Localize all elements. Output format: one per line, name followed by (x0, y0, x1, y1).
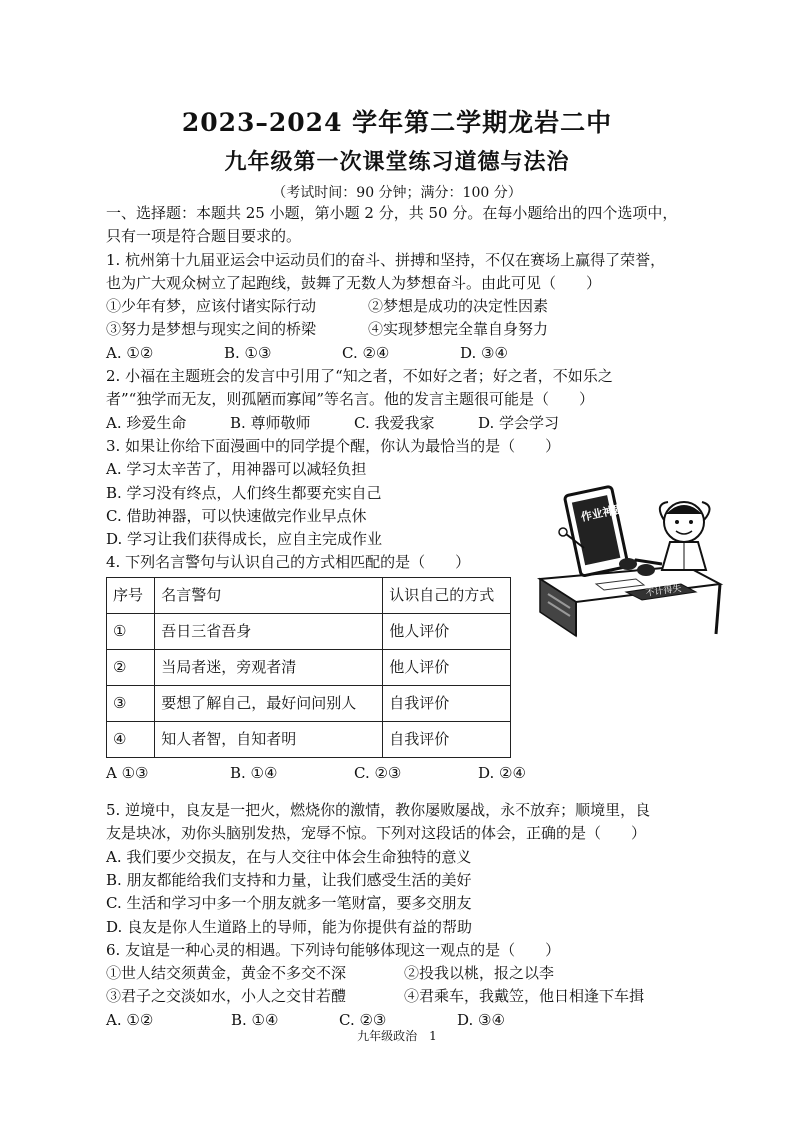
q1-option-b[interactable]: B. ①③ (224, 343, 272, 362)
table-cell-quote: 吾日三省吾身 (155, 613, 383, 649)
q1-items-row2 (106, 318, 721, 341)
page-footer: 九年级政治 1 (357, 1029, 437, 1043)
q4-option-d[interactable]: D. ②④ (478, 763, 526, 782)
table-cell-method: 自我评价 (383, 685, 511, 721)
q1-options (106, 342, 721, 365)
q6-item-3: ③君子之交淡如水，小人之交甘若醴 (106, 987, 347, 1006)
q2-options (106, 412, 721, 435)
q6-item-2: ②投我以桃，报之以李 (404, 964, 555, 983)
q6-items-row2 (106, 985, 721, 1008)
table-cell-index: ② (107, 649, 155, 685)
cartoon-illustration (536, 484, 724, 639)
q2-option-a[interactable]: A. 珍爱生命 (106, 413, 187, 432)
q4-options (106, 762, 721, 785)
q1-option-a[interactable]: A. ①② (106, 343, 154, 362)
q5-option-a[interactable]: A. 我们要少交损友，在与人交往中体会生命独特的意义 (106, 847, 472, 866)
q2-stem: 2. 小福在主题班会的发言中引用了“知之者，不如好之者；好之者，不如乐之 (106, 367, 613, 386)
q2-stem-cont: 者”“独学而无友，则孤陋而寡闻”等名言。他的发言主题很可能是（ ） (106, 390, 595, 409)
q6-stem: 6. 友谊是一种心灵的相遇。下列诗句能够体现这一观点的是（ ） (106, 940, 561, 959)
table-header-row (107, 577, 511, 613)
q6-item-1: ①世人结交须黄金，黄金不多交不深 (106, 964, 347, 983)
table-cell-method: 他人评价 (383, 649, 511, 685)
q2-option-d[interactable]: D. 学会学习 (478, 413, 560, 432)
table-cell-index: ① (107, 613, 155, 649)
table-cell-quote: 要想了解自己，最好问问别人 (155, 685, 383, 721)
q1-item-4: ④实现梦想完全靠自身努力 (368, 320, 549, 339)
table-header-index: 序号 (107, 577, 155, 613)
q1-item-1: ①少年有梦，应该付诸实际行动 (106, 297, 317, 316)
table-row (107, 613, 511, 649)
q5-option-c[interactable]: C. 生活和学习中多一个朋友就多一笔财富，要多交朋友 (106, 894, 472, 913)
q5-stem: 5. 逆境中，良友是一把火，燃烧你的激情，教你屡败屡战，永不放弃；顺境里，良 (106, 801, 651, 820)
exam-info: （考试时间：90 分钟；满分：100 分） (272, 185, 522, 201)
q3-cartoon (536, 484, 724, 639)
q1-stem-cont: 也为广大观众树立了起跑线，鼓舞了无数人为梦想奋斗。由此可见（ ） (106, 273, 602, 292)
table-row (107, 649, 511, 685)
q3-option-a[interactable]: A. 学习太辛苦了，用神器可以减轻负担 (106, 460, 367, 479)
q6-option-a[interactable]: A. ①② (106, 1010, 154, 1029)
book-label: 不计得失 (645, 584, 683, 599)
q4-option-c[interactable]: C. ②③ (354, 763, 402, 782)
q4-table (106, 577, 511, 758)
spacer (106, 785, 721, 799)
table-cell-method: 他人评价 (383, 613, 511, 649)
table-header-method: 认识自己的方式 (383, 577, 511, 613)
table-row (107, 721, 511, 757)
q6-option-d[interactable]: D. ③④ (457, 1010, 505, 1029)
q6-item-4: ④君乘车，我戴笠，他日相逢下车揖 (404, 987, 645, 1006)
section-heading-cont: 只有一项是符合题目要求的。 (106, 227, 302, 246)
q5-option-d[interactable]: D. 良友是你人生道路上的导师，能为你提供有益的帮助 (106, 917, 473, 936)
gadget-label: 作业神器 (579, 502, 626, 524)
q1-option-c[interactable]: C. ②④ (342, 343, 390, 362)
q1-item-3: ③努力是梦想与现实之间的桥梁 (106, 320, 317, 339)
table-row (107, 685, 511, 721)
table-cell-quote: 知人者智，自知者明 (155, 721, 383, 757)
q4-option-b[interactable]: B. ①④ (230, 763, 278, 782)
q1-option-d[interactable]: D. ③④ (460, 343, 508, 362)
table-cell-index: ④ (107, 721, 155, 757)
q2-option-c[interactable]: C. 我爱我家 (354, 413, 435, 432)
q1-stem: 1. 杭州第十九届亚运会中运动员们的奋斗、拼搏和坚持，不仅在赛场上赢得了荣誉， (106, 250, 666, 269)
exam-subtitle: 九年级第一次课堂练习道德与法治 (224, 149, 570, 175)
q2-option-b[interactable]: B. 尊师敬师 (230, 413, 311, 432)
q6-items-row1 (106, 962, 721, 985)
q6-option-c[interactable]: C. ②③ (339, 1010, 387, 1029)
q3-stem: 3. 如果让你给下面漫画中的同学提个醒，你认为最恰当的是（ ） (106, 436, 561, 455)
q3-option-b[interactable]: B. 学习没有终点，人们终生都要充实自己 (106, 483, 382, 502)
q3-option-d[interactable]: D. 学习让我们获得成长，应自主完成作业 (106, 530, 383, 549)
table-header-quote: 名言警句 (155, 577, 383, 613)
table-cell-index: ③ (107, 685, 155, 721)
q6-option-b[interactable]: B. ①④ (231, 1010, 279, 1029)
exam-title: 2023–2024 学年第二学期龙岩二中 (181, 108, 613, 137)
q1-item-2: ②梦想是成功的决定性因素 (368, 297, 549, 316)
q1-items-row1 (106, 295, 721, 318)
q5-stem-cont: 友是块冰，劝你头脑别发热，宠辱不惊。下列对这段话的体会，正确的是（ ） (106, 824, 647, 843)
q4-option-a[interactable]: A ①③ (106, 763, 149, 782)
q3-option-c[interactable]: C. 借助神器，可以快速做完作业早点休 (106, 506, 367, 525)
table-cell-quote: 当局者迷，旁观者清 (155, 649, 383, 685)
table-cell-method: 自我评价 (383, 721, 511, 757)
q4-stem: 4. 下列名言警句与认识自己的方式相匹配的是（ ） (106, 553, 471, 572)
q5-option-b[interactable]: B. 朋友都能给我们支持和力量，让我们感受生活的美好 (106, 870, 472, 889)
section-heading: 一、选择题：本题共 25 小题，第小题 2 分，共 50 分。在每小题给出的四个选项中， (106, 204, 678, 222)
